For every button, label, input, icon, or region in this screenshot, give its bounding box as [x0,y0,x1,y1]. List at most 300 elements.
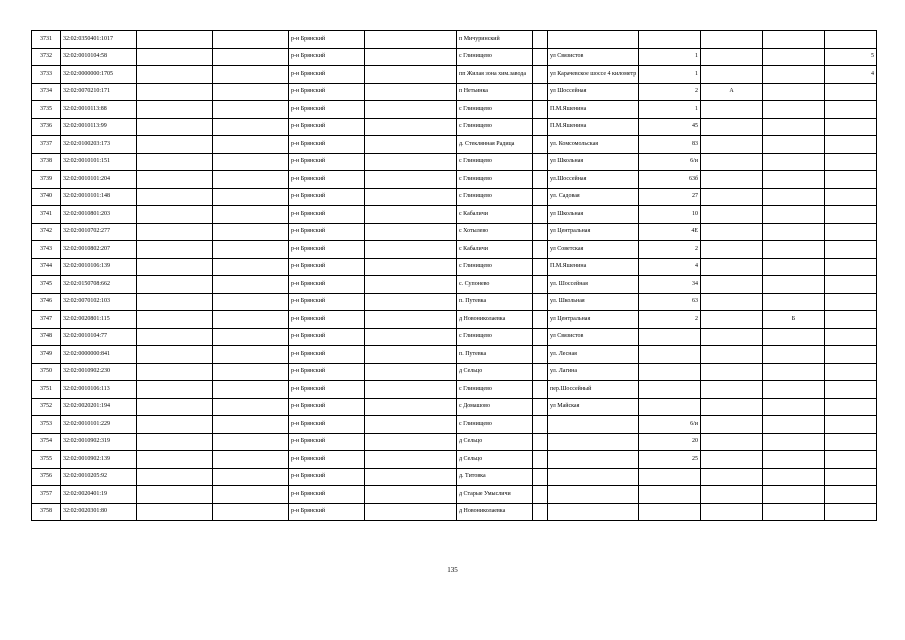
cell-street: ул. Шоссейная [548,276,639,294]
cell-district: р-н Брянский [289,311,365,329]
cell-empty [137,66,213,84]
cell-litera [763,31,825,49]
table-body [32,31,877,521]
cell-street: ул. Садовая [548,188,639,206]
cell-empty [365,328,457,346]
cell-litera: Б [763,311,825,329]
cell-empty [137,433,213,451]
cell-settlement: с Глинищево [457,101,533,119]
cell-litera [763,363,825,381]
cell-empty [213,241,289,259]
cell-cadastral-number: 32:02:0010113:88 [61,101,137,119]
cell-house: 1 [639,48,701,66]
cell-building [701,293,763,311]
cell-street [548,416,639,434]
cell-empty [533,311,548,329]
table-row [32,398,877,416]
cell-empty [365,311,457,329]
cell-house: 4Е [639,223,701,241]
cell-building [701,451,763,469]
table-row [32,433,877,451]
cell-district: р-н Брянский [289,416,365,434]
cell-house [639,486,701,504]
cell-empty [137,171,213,189]
cell-number: 3744 [32,258,61,276]
cell-house [639,346,701,364]
cell-house: 27 [639,188,701,206]
cell-district: р-н Брянский [289,276,365,294]
cell-empty [365,31,457,49]
cell-empty [533,503,548,521]
table-row [32,258,877,276]
cell-empty [137,311,213,329]
cell-empty [213,136,289,154]
cell-district: р-н Брянский [289,346,365,364]
cell-house: 20 [639,433,701,451]
cell-cadastral-number: 32:02:0010113:99 [61,118,137,136]
cell-street: П.М.Яшенина [548,101,639,119]
cell-number: 3754 [32,433,61,451]
cell-building [701,31,763,49]
cell-empty [213,486,289,504]
cell-apartment [825,31,877,49]
cell-building [701,258,763,276]
cell-settlement: с Домашово [457,398,533,416]
cell-apartment [825,503,877,521]
cell-apartment [825,171,877,189]
cell-litera [763,433,825,451]
cell-settlement: с Кабаличи [457,241,533,259]
cell-empty [365,503,457,521]
cell-apartment [825,451,877,469]
cell-number: 3756 [32,468,61,486]
cell-house [639,503,701,521]
cell-apartment [825,258,877,276]
cell-district: р-н Брянский [289,451,365,469]
cell-empty [533,188,548,206]
cell-street: ул. Комсомольская [548,136,639,154]
cell-settlement: с Глинищево [457,118,533,136]
table-row [32,83,877,101]
cell-number: 3741 [32,206,61,224]
table-row [32,153,877,171]
cell-building [701,433,763,451]
cell-street: ул. Лагина [548,363,639,381]
cell-settlement: с Глинищево [457,416,533,434]
cell-empty [213,258,289,276]
table-row [32,346,877,364]
cell-empty [137,381,213,399]
cell-empty [213,398,289,416]
cell-street: ул Советская [548,241,639,259]
cell-house [639,381,701,399]
cell-empty [533,206,548,224]
cell-settlement: с. Супонево [457,276,533,294]
cell-empty [533,451,548,469]
cell-empty [365,153,457,171]
cell-building [701,381,763,399]
cell-district: р-н Брянский [289,31,365,49]
cell-district: р-н Брянский [289,468,365,486]
cell-building [701,241,763,259]
cell-number: 3734 [32,83,61,101]
cell-litera [763,258,825,276]
cell-empty [365,66,457,84]
cell-settlement: д Сельцо [457,363,533,381]
cell-empty [533,241,548,259]
cell-building [701,328,763,346]
cell-building [701,206,763,224]
cell-cadastral-number: 32:02:0010702:277 [61,223,137,241]
cell-settlement: с Глинищево [457,188,533,206]
cell-empty [365,398,457,416]
cell-street: ул Школьная [548,153,639,171]
cell-empty [137,486,213,504]
cell-number: 3731 [32,31,61,49]
cell-empty [213,433,289,451]
cell-empty [213,83,289,101]
cell-empty [137,136,213,154]
cell-apartment [825,223,877,241]
cell-empty [365,363,457,381]
cell-empty [213,276,289,294]
cell-district: р-н Брянский [289,188,365,206]
table-row [32,188,877,206]
cell-street: ул Майская [548,398,639,416]
cell-empty [533,258,548,276]
cell-cadastral-number: 32:02:0010902:319 [61,433,137,451]
cell-settlement: п. Путевка [457,346,533,364]
cell-apartment [825,486,877,504]
cell-empty [213,118,289,136]
cell-district: р-н Брянский [289,363,365,381]
cell-cadastral-number: 32:02:0010902:139 [61,451,137,469]
cell-building [701,468,763,486]
cell-litera [763,188,825,206]
cell-apartment [825,363,877,381]
cell-empty [137,398,213,416]
cell-cadastral-number: 32:02:0010106:113 [61,381,137,399]
table-row [32,451,877,469]
cell-empty [137,503,213,521]
cell-empty [213,171,289,189]
cell-building [701,486,763,504]
cell-empty [365,468,457,486]
cell-house: 1 [639,66,701,84]
cell-number: 3742 [32,223,61,241]
cell-litera [763,468,825,486]
cell-litera [763,416,825,434]
cell-empty [533,346,548,364]
cell-apartment [825,153,877,171]
cell-street: ул Карачевское шоссе 4 километр [548,66,639,84]
cell-empty [533,48,548,66]
cell-empty [365,346,457,364]
cell-empty [533,66,548,84]
cell-district: р-н Брянский [289,398,365,416]
cell-cadastral-number: 32:02:0010106:139 [61,258,137,276]
cell-empty [365,433,457,451]
cell-empty [533,31,548,49]
cell-empty [137,258,213,276]
cell-cadastral-number: 32:02:0000000:1705 [61,66,137,84]
cell-building [701,398,763,416]
cell-street: ул Центральная [548,311,639,329]
cell-empty [137,31,213,49]
cell-district: р-н Брянский [289,433,365,451]
cell-settlement: д Сельцо [457,451,533,469]
cell-empty [137,153,213,171]
cell-empty [365,136,457,154]
cell-empty [137,293,213,311]
cell-empty [137,101,213,119]
cell-empty [213,66,289,84]
cell-empty [533,328,548,346]
cell-empty [213,503,289,521]
cell-street: ул Связистов [548,48,639,66]
cell-building [701,311,763,329]
cell-street [548,31,639,49]
cell-empty [365,223,457,241]
cell-street: П.М.Яшенина [548,118,639,136]
cell-number: 3736 [32,118,61,136]
cell-number: 3737 [32,136,61,154]
cell-district: р-н Брянский [289,223,365,241]
cell-litera [763,153,825,171]
cell-street [548,468,639,486]
cell-empty [365,486,457,504]
cell-building [701,503,763,521]
cell-empty [533,118,548,136]
cell-number: 3743 [32,241,61,259]
cell-apartment [825,83,877,101]
cell-empty [137,276,213,294]
cell-empty [213,381,289,399]
cell-street: ул Школьная [548,206,639,224]
table-row [32,206,877,224]
cell-settlement: с Глинищево [457,171,533,189]
cell-apartment [825,468,877,486]
cell-building [701,153,763,171]
cell-house [639,363,701,381]
cell-cadastral-number: 32:02:0010205:92 [61,468,137,486]
cell-house: 63б [639,171,701,189]
cell-apartment [825,398,877,416]
cell-cadastral-number: 32:02:0010101:151 [61,153,137,171]
cell-empty [533,276,548,294]
cell-apartment [825,118,877,136]
cell-building [701,118,763,136]
cell-litera [763,503,825,521]
cell-empty [213,468,289,486]
cell-litera [763,83,825,101]
cell-cadastral-number: 32:02:0020401:19 [61,486,137,504]
cell-litera [763,328,825,346]
cell-cadastral-number: 32:02:0020801:115 [61,311,137,329]
cell-settlement: с Глинищево [457,381,533,399]
cell-apartment [825,311,877,329]
table-row [32,276,877,294]
cell-building [701,101,763,119]
cell-litera [763,171,825,189]
cell-building: А [701,83,763,101]
cell-building [701,48,763,66]
cell-settlement: пп Жилая зона хим.завода [457,66,533,84]
cell-street [548,486,639,504]
cell-building [701,188,763,206]
cell-district: р-н Брянский [289,136,365,154]
cell-empty [533,398,548,416]
cell-house: 2 [639,83,701,101]
cell-empty [213,31,289,49]
cell-number: 3747 [32,311,61,329]
cell-empty [137,468,213,486]
cell-empty [365,118,457,136]
cell-apartment [825,381,877,399]
cell-street: ул. Лесная [548,346,639,364]
cell-number: 3745 [32,276,61,294]
cell-number: 3732 [32,48,61,66]
cell-empty [213,101,289,119]
cell-cadastral-number: 32:02:0010101:204 [61,171,137,189]
cell-litera [763,48,825,66]
cell-building [701,416,763,434]
cell-litera [763,223,825,241]
cell-litera [763,293,825,311]
cell-street [548,451,639,469]
cell-litera [763,398,825,416]
table-row [32,311,877,329]
cell-empty [213,328,289,346]
cell-house [639,398,701,416]
cell-number: 3752 [32,398,61,416]
cell-empty [533,101,548,119]
cell-district: р-н Брянский [289,48,365,66]
table-row [32,381,877,399]
cell-empty [365,241,457,259]
cell-settlement: д Новониколаевка [457,311,533,329]
cell-apartment [825,416,877,434]
table-row [32,118,877,136]
cell-empty [213,48,289,66]
cell-empty [533,433,548,451]
cell-house [639,468,701,486]
cell-empty [213,311,289,329]
cell-empty [533,83,548,101]
cell-house: 4 [639,258,701,276]
cell-litera [763,486,825,504]
cell-apartment [825,206,877,224]
table-row [32,223,877,241]
cell-empty [213,188,289,206]
cell-house: 10 [639,206,701,224]
cell-cadastral-number: 32:02:0010101:148 [61,188,137,206]
cell-empty [137,346,213,364]
cell-settlement: д. Титовка [457,468,533,486]
cell-apartment [825,188,877,206]
cell-house: 25 [639,451,701,469]
cell-cadastral-number: 32:02:0010104:77 [61,328,137,346]
cell-street [548,503,639,521]
cell-settlement: д Сельцо [457,433,533,451]
table-row [32,136,877,154]
cell-empty [533,486,548,504]
cell-empty [533,468,548,486]
cell-settlement: п. Путевка [457,293,533,311]
cell-empty [137,416,213,434]
cell-empty [213,363,289,381]
table-row [32,486,877,504]
cell-house: 83 [639,136,701,154]
cell-house: 1 [639,101,701,119]
page-number: 135 [447,566,458,574]
cell-building [701,136,763,154]
cell-empty [137,188,213,206]
cell-building [701,66,763,84]
table-row [32,416,877,434]
cell-cadastral-number: 32:02:0070210:171 [61,83,137,101]
cell-district: р-н Брянский [289,171,365,189]
cell-district: р-н Брянский [289,101,365,119]
cell-settlement: с Хотылево [457,223,533,241]
cell-cadastral-number: 32:02:0350401:1017 [61,31,137,49]
cell-empty [137,241,213,259]
cell-empty [365,101,457,119]
cell-empty [137,118,213,136]
cell-cadastral-number: 32:02:0010101:229 [61,416,137,434]
cell-litera [763,118,825,136]
cell-litera [763,66,825,84]
cell-house: 6/и [639,153,701,171]
table-row [32,503,877,521]
cell-empty [365,48,457,66]
cell-district: р-н Брянский [289,293,365,311]
registry-table [31,30,877,521]
cell-litera [763,346,825,364]
cell-empty [137,451,213,469]
cell-empty [365,206,457,224]
table-row [32,363,877,381]
cell-empty [137,83,213,101]
cell-empty [213,451,289,469]
cell-empty [365,258,457,276]
cell-building [701,363,763,381]
cell-litera [763,206,825,224]
cell-apartment [825,293,877,311]
cell-number: 3758 [32,503,61,521]
cell-district: р-н Брянский [289,241,365,259]
cell-street: П.М.Яшенина [548,258,639,276]
cell-number: 3740 [32,188,61,206]
cell-cadastral-number: 32:02:0020301:80 [61,503,137,521]
cell-building [701,171,763,189]
table-row [32,101,877,119]
cell-number: 3733 [32,66,61,84]
cell-street: ул Шоссейная [548,83,639,101]
cell-number: 3738 [32,153,61,171]
cell-cadastral-number: 32:02:0070102:103 [61,293,137,311]
cell-empty [533,136,548,154]
cell-number: 3735 [32,101,61,119]
cell-house: 2 [639,311,701,329]
cell-settlement: п Нетьинка [457,83,533,101]
table-row [32,48,877,66]
cell-litera [763,451,825,469]
cell-empty [137,328,213,346]
cell-number: 3751 [32,381,61,399]
table-row [32,328,877,346]
table-row [32,241,877,259]
